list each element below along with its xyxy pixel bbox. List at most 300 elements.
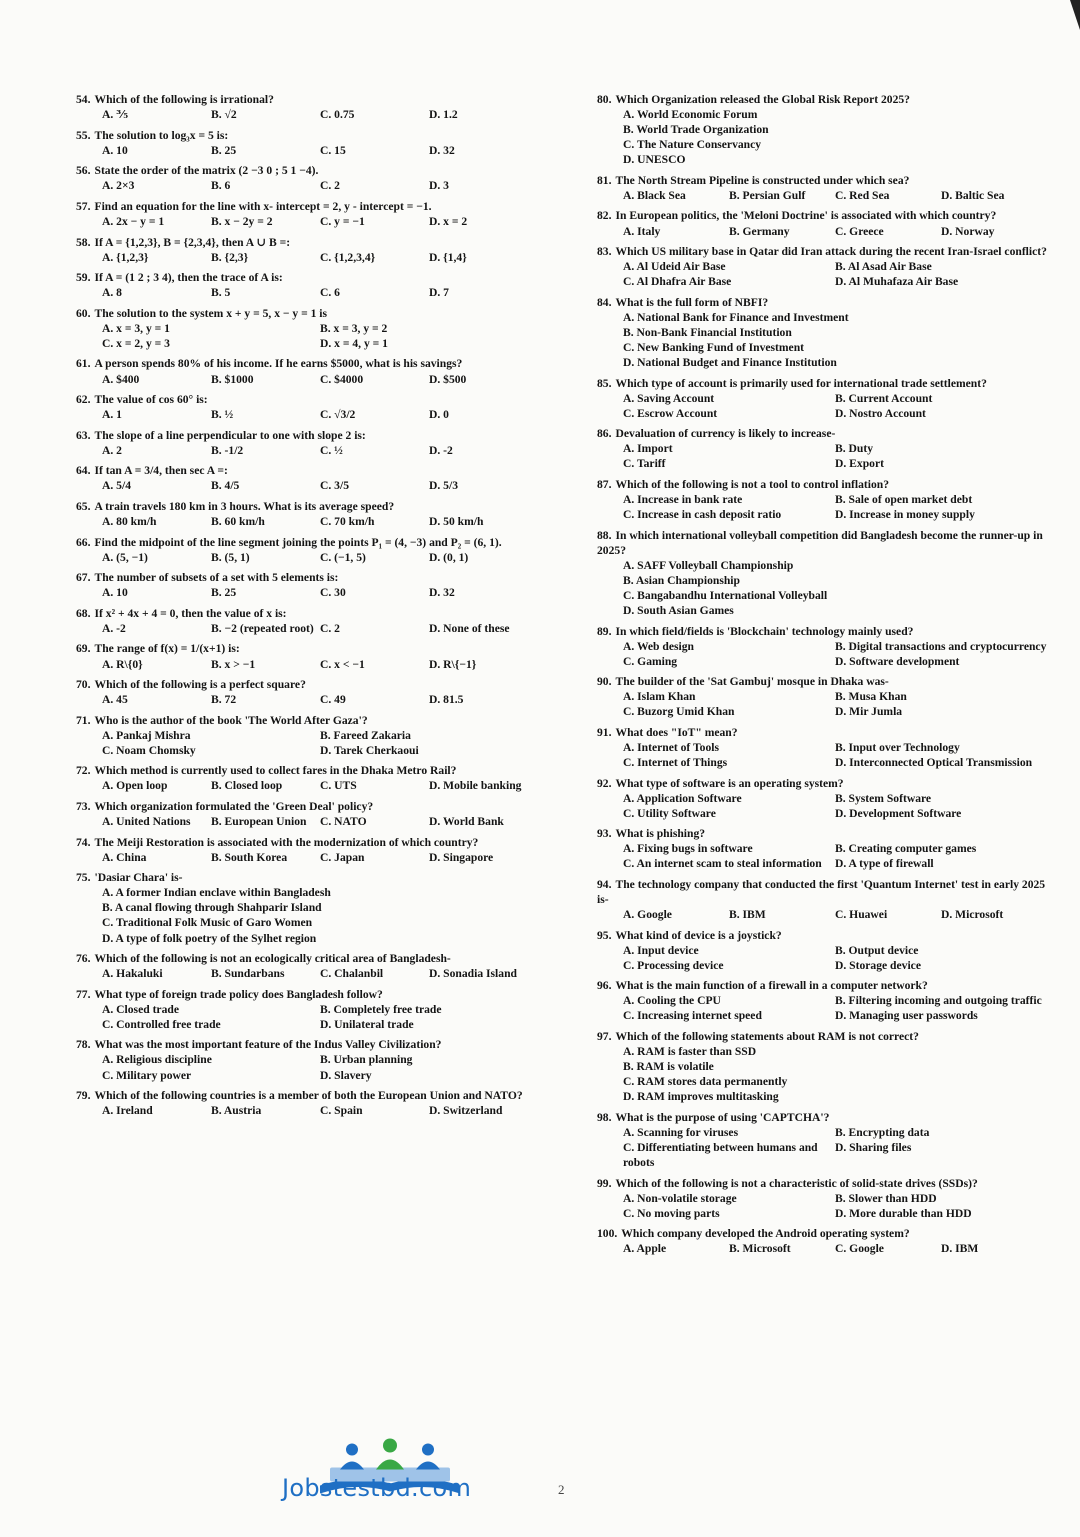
answer-options: [597, 107, 1047, 167]
question-text: Which US military base in Qatar did Iran attack during the recent Iran-Israel conflict?: [615, 245, 1047, 259]
question-stem: [76, 270, 538, 285]
answer-option: A. (5, −1): [102, 550, 148, 564]
question-number: 81.: [597, 173, 612, 187]
question-83: [597, 244, 1047, 289]
answer-option: D. Interconnected Optical Transmission: [835, 756, 1033, 769]
answer-option: D. 81.5: [429, 693, 464, 707]
question-text: In European politics, the 'Meloni Doctrine' is associated with which country?: [615, 209, 997, 223]
answer-options: [76, 1103, 538, 1118]
answer-options: [76, 885, 538, 945]
answer-option: D. Slavery: [320, 1068, 372, 1082]
question-number: 60.: [76, 306, 91, 320]
answer-option: C. Controlled free trade: [102, 1017, 221, 1031]
answer-option: C. New Banking Fund of Investment: [623, 340, 805, 354]
question-stem: [597, 426, 1047, 441]
answer-option: B. RAM is volatile: [623, 1060, 714, 1074]
question-number: 90.: [597, 675, 612, 689]
question-stem: [597, 826, 1047, 841]
answer-option: B. Musa Khan: [835, 690, 907, 704]
answer-option: A. 45: [102, 693, 128, 707]
answer-option: C. Spain: [320, 1104, 363, 1118]
question-text: If A = (1 2 ; 3 4), then the trace of A is:: [94, 271, 283, 285]
question-stem: [76, 306, 538, 321]
question-number: 63.: [76, 428, 91, 442]
question-number: 100.: [597, 1227, 618, 1241]
answer-option: D. Managing user passwords: [835, 1009, 978, 1023]
answer-option: B. Slower than HDD: [835, 1191, 937, 1205]
answer-option: B. 72: [211, 693, 237, 707]
question-number: 83.: [597, 245, 612, 259]
question-stem: [76, 1037, 538, 1052]
question-text: What kind of device is a joystick?: [615, 928, 782, 942]
answer-options: [597, 1241, 1047, 1256]
answer-option: D. Switzerland: [429, 1104, 503, 1118]
answer-option: A. Open loop: [102, 779, 168, 793]
question-96: [597, 978, 1047, 1023]
question-text: The value of cos 60° is:: [94, 393, 208, 407]
question-82: [597, 208, 1047, 238]
answer-option: B. Urban planning: [320, 1053, 413, 1067]
question-number: 70.: [76, 678, 91, 692]
answer-options: [76, 728, 538, 758]
answer-options: [597, 259, 1047, 289]
answer-option: D. Unilateral trade: [320, 1017, 414, 1031]
question-stem: [76, 606, 538, 621]
question-text: What is the full form of NBFI?: [615, 295, 769, 309]
question-70: [76, 677, 538, 707]
question-84: [597, 295, 1047, 370]
answer-options: [597, 558, 1047, 618]
answer-option: C. Buzorg Umid Khan: [623, 705, 735, 719]
question-number: 65.: [76, 499, 91, 513]
answer-option: C. $4000: [320, 372, 364, 386]
answer-option: C. Noam Chomsky: [102, 743, 196, 757]
answer-option: A. Pankaj Mishra: [102, 728, 191, 742]
question-88: [597, 528, 1047, 618]
question-67: [76, 570, 538, 600]
answer-option: B. Input over Technology: [835, 740, 960, 754]
answer-option: B. 6: [211, 179, 231, 193]
question-text: Which of the following is a perfect square?: [94, 678, 306, 692]
answer-option: B. ½: [211, 408, 234, 422]
answer-option: B. 5: [211, 286, 231, 300]
question-text: Which of the following is not an ecologically critical area of Bangladesh-: [94, 952, 451, 966]
question-68: [76, 606, 538, 636]
question-number: 54.: [76, 93, 91, 106]
answer-option: A. Cooling the CPU: [623, 994, 721, 1008]
question-text: A train travels 180 km in 3 hours. What is its average speed?: [94, 499, 395, 513]
answer-option: D. Tarek Cherkaoui: [320, 743, 419, 757]
answer-options: [76, 778, 538, 793]
answer-option: D. Mir Jumla: [835, 705, 903, 719]
answer-option: B. 4/5: [211, 479, 240, 493]
answer-options: [76, 250, 538, 265]
answer-options: [597, 907, 1047, 922]
question-stem: [597, 725, 1047, 740]
answer-option: C. Gaming: [623, 654, 678, 668]
question-stem: [597, 295, 1047, 310]
answer-options: [76, 814, 538, 829]
answer-options: [76, 966, 538, 981]
question-stem: [76, 763, 538, 778]
question-text: The solution to the system x + y = 5, x − y = 1 is: [94, 306, 328, 320]
question-text: A person spends 80% of his income. If he earns $5000, what is his savings?: [94, 357, 463, 371]
question-55: [76, 128, 538, 158]
question-stem: [597, 244, 1047, 259]
answer-option: C. No moving parts: [623, 1206, 720, 1220]
answer-option: C. y = −1: [320, 214, 365, 228]
answer-option: B. Digital transactions and cryptocurrency: [835, 639, 1047, 653]
answer-option: A. Non-volatile storage: [623, 1191, 737, 1205]
answer-options: [76, 657, 538, 672]
answer-options: [597, 1044, 1047, 1104]
answer-option: D. Al Muhafaza Air Base: [835, 275, 959, 289]
question-56: [76, 163, 538, 193]
answer-option: D. Microsoft: [941, 908, 1004, 922]
question-text: In which field/fields is 'Blockchain' technology mainly used?: [615, 624, 914, 638]
answer-option: A. A former Indian enclave within Bangladesh: [102, 886, 331, 900]
question-number: 89.: [597, 624, 612, 638]
question-66: [76, 535, 538, 565]
answer-option: D. 1.2: [429, 108, 458, 122]
answer-option: C. Huawei: [835, 908, 888, 922]
answer-option: D. 32: [429, 143, 455, 157]
answer-option: B. Encrypting data: [835, 1125, 930, 1139]
answer-option: D. Development Software: [835, 806, 962, 820]
answer-option: B. Current Account: [835, 391, 933, 405]
answer-option: C. UTS: [320, 779, 357, 793]
question-57: [76, 199, 538, 229]
answer-option: D. Export: [835, 457, 884, 471]
answer-options: [76, 407, 538, 422]
question-stem: [76, 463, 538, 478]
answer-option: A. 10: [102, 143, 128, 157]
site-name[interactable]: Jobstestbd.com: [282, 1474, 472, 1502]
answer-option: D. -2: [429, 443, 453, 457]
question-stem: [597, 877, 1047, 907]
question-stem: [76, 199, 538, 214]
question-stem: [76, 677, 538, 692]
answer-option: C. 30: [320, 586, 346, 600]
answer-option: C. 49: [320, 693, 346, 707]
question-63: [76, 428, 538, 458]
question-61: [76, 356, 538, 386]
answer-option: C. Bangabandhu International Volleyball: [623, 588, 828, 602]
question-stem: [597, 477, 1047, 492]
answer-options: [597, 791, 1047, 821]
answer-options: [76, 214, 538, 229]
answer-option: A. ⅗: [102, 108, 129, 122]
answer-option: C. Differentiating between humans and robots: [623, 1140, 818, 1169]
page-number: 2: [558, 1482, 565, 1497]
answer-option: D. 7: [429, 286, 449, 300]
question-number: 58.: [76, 235, 91, 249]
question-72: [76, 763, 538, 793]
answer-option: B. Completely free trade: [320, 1002, 442, 1016]
answer-options: [76, 585, 538, 600]
answer-option: C. 6: [320, 286, 340, 300]
answer-option: D. A type of folk poetry of the Sylhet region: [102, 931, 317, 945]
answer-options: [597, 224, 1047, 239]
left-column: [76, 92, 538, 1124]
answer-options: [76, 285, 538, 300]
question-number: 78.: [76, 1038, 91, 1052]
answer-option: D. Sonadia Island: [429, 967, 517, 981]
answer-option: D. (0, 1): [429, 550, 469, 564]
answer-option: C. Red Sea: [835, 188, 890, 202]
answer-option: C. {1,2,3,4}: [320, 250, 376, 264]
question-text: What is phishing?: [615, 827, 706, 841]
question-69: [76, 641, 538, 671]
answer-option: A. 5/4: [102, 479, 131, 493]
question-stem: [76, 235, 538, 250]
question-89: [597, 624, 1047, 669]
answer-option: C. RAM stores data permanently: [623, 1075, 788, 1089]
question-number: 99.: [597, 1176, 612, 1190]
question-stem: [597, 208, 1047, 223]
answer-option: A. $400: [102, 372, 140, 386]
answer-option: B. European Union: [211, 815, 307, 829]
answer-option: A. National Bank for Finance and Investment: [623, 310, 849, 324]
answer-option: B. Creating computer games: [835, 842, 977, 856]
answer-options: [597, 441, 1047, 471]
answer-option: A. Web design: [623, 639, 694, 653]
question-stem: [597, 928, 1047, 943]
answer-option: B. Persian Gulf: [729, 188, 806, 202]
answer-option: A. {1,2,3}: [102, 250, 149, 264]
answer-option: C. NATO: [320, 815, 367, 829]
question-stem: [76, 1088, 538, 1103]
answer-option: C. Increase in cash deposit ratio: [623, 508, 782, 522]
answer-option: D. More durable than HDD: [835, 1206, 972, 1220]
answer-option: C. x < −1: [320, 657, 365, 671]
answer-options: [597, 391, 1047, 421]
question-number: 56.: [76, 164, 91, 178]
answer-option: B. 25: [211, 143, 237, 157]
answer-option: D. $500: [429, 372, 467, 386]
question-number: 68.: [76, 606, 91, 620]
answer-option: B. Non-Bank Financial Institution: [623, 325, 792, 339]
answer-option: A. Saving Account: [623, 391, 715, 405]
answer-option: D. Software development: [835, 654, 960, 668]
answer-options: [597, 639, 1047, 669]
question-number: 67.: [76, 571, 91, 585]
answer-option: C. Google: [835, 1242, 884, 1256]
question-text: Which of the following statements about RAM is not correct?: [615, 1030, 919, 1043]
answer-options: [76, 443, 538, 458]
question-stem: [597, 1226, 1047, 1241]
answer-option: A. x = 3, y = 1: [102, 321, 170, 335]
answer-option: C. Utility Software: [623, 806, 716, 820]
answer-options: [597, 188, 1047, 203]
answer-option: A. Hakaluki: [102, 967, 163, 981]
answer-options: [76, 107, 538, 122]
answer-option: D. 0: [429, 408, 449, 422]
answer-options: [597, 993, 1047, 1023]
answer-options: [597, 689, 1047, 719]
question-stem: [76, 870, 538, 885]
question-number: 91.: [597, 725, 612, 739]
question-text: Find an equation for the line with x- intercept = 2, y - intercept = −1.: [94, 199, 432, 213]
answer-option: A. R\{0}: [102, 657, 143, 671]
answer-option: D. None of these: [429, 621, 510, 635]
scan-edge-mark: [1070, 0, 1080, 30]
question-93: [597, 826, 1047, 871]
question-79: [76, 1088, 538, 1118]
question-text: Which of the following countries is a member of both the European Union and NATO?: [94, 1089, 523, 1103]
question-number: 82.: [597, 209, 612, 223]
question-stem: [597, 173, 1047, 188]
answer-options: [76, 178, 538, 193]
question-text: In which international volleyball competition did Bangladesh become the runner-up in 2025?: [597, 528, 1043, 557]
question-62: [76, 392, 538, 422]
answer-option: A. World Economic Forum: [623, 108, 758, 122]
question-text: Which organization formulated the 'Green Deal' policy?: [94, 800, 374, 813]
answer-option: B. IBM: [729, 908, 766, 922]
answer-option: A. Black Sea: [623, 188, 686, 202]
question-text: What was the most important feature of the Indus Valley Civilization?: [94, 1038, 442, 1052]
question-stem: [597, 978, 1047, 993]
question-number: 55.: [76, 128, 91, 142]
question-number: 57.: [76, 199, 91, 213]
question-text: 'Dasiar Chara' is-: [94, 871, 183, 885]
question-77: [76, 987, 538, 1032]
answer-option: B. South Korea: [211, 850, 288, 864]
question-text: If A = {1,2,3}, B = {2,3,4}, then A ∪ B =:: [94, 235, 291, 249]
question-number: 80.: [597, 93, 612, 106]
answer-options: [597, 1191, 1047, 1221]
question-stem: [76, 356, 538, 371]
question-text: Which type of account is primarily used for international trade settlement?: [615, 376, 987, 390]
answer-option: A. 8: [102, 286, 122, 300]
answer-options: [76, 514, 538, 529]
question-number: 66.: [76, 535, 91, 549]
question-stem: [597, 1029, 1047, 1044]
question-stem: [76, 987, 538, 1002]
question-number: 84.: [597, 295, 612, 309]
answer-options: [76, 143, 538, 158]
question-stem: [597, 528, 1047, 558]
answer-option: D. Nostro Account: [835, 406, 926, 420]
answer-option: B. x − 2y = 2: [211, 214, 273, 228]
question-text: If x² + 4x + 4 = 0, then the value of x is:: [94, 606, 287, 620]
answer-option: D. National Budget and Finance Institution: [623, 356, 837, 369]
question-text: Which method is currently used to collect fares in the Dhaka Metro Rail?: [94, 764, 457, 778]
question-number: 86.: [597, 427, 612, 441]
answer-option: D. IBM: [941, 1242, 979, 1256]
answer-option: D. R\{−1}: [429, 657, 477, 671]
answer-options: [597, 310, 1047, 370]
answer-option: B. Output device: [835, 943, 919, 957]
question-99: [597, 1176, 1047, 1221]
question-number: 85.: [597, 376, 612, 390]
question-text: Devaluation of currency is likely to increase-: [615, 427, 836, 441]
answer-option: D. Mobile banking: [429, 779, 522, 793]
answer-option: A. Import: [623, 442, 673, 456]
answer-option: A. Input device: [623, 943, 699, 957]
answer-option: D. 3: [429, 179, 449, 193]
answer-option: D. Norway: [941, 224, 995, 238]
answer-option: C. Internet of Things: [623, 756, 728, 769]
answer-option: C. Japan: [320, 850, 365, 864]
answer-options: [76, 1002, 538, 1032]
question-number: 88.: [597, 528, 612, 542]
question-stem: [597, 624, 1047, 639]
answer-option: C. An internet scam to steal information: [623, 857, 822, 871]
answer-option: C. 3/5: [320, 479, 349, 493]
answer-option: C. Al Dhafra Air Base: [623, 275, 732, 289]
question-number: 77.: [76, 987, 91, 1001]
question-number: 62.: [76, 393, 91, 407]
answer-option: B. x > −1: [211, 657, 256, 671]
question-stem: [76, 570, 538, 585]
answer-option: D. {1,4}: [429, 250, 467, 264]
question-60: [76, 306, 538, 351]
answer-options: [76, 321, 538, 351]
question-stem: [76, 641, 538, 656]
answer-option: C. Processing device: [623, 958, 724, 972]
question-text: The slope of a line perpendicular to one with slope 2 is:: [94, 428, 366, 442]
answer-option: C. Traditional Folk Music of Garo Women: [102, 916, 313, 930]
question-text: The technology company that conducted the first 'Quantum Internet' test in early 2025 is-: [597, 877, 1046, 906]
question-text: The range of f(x) = 1/(x+1) is:: [94, 642, 240, 656]
answer-option: C. Greece: [835, 224, 884, 238]
answer-option: A. Scanning for viruses: [623, 1125, 739, 1139]
answer-option: B. Filtering incoming and outgoing traffic: [835, 994, 1042, 1008]
question-number: 71.: [76, 713, 91, 727]
question-58: [76, 235, 538, 265]
question-number: 94.: [597, 877, 612, 891]
question-text: Find the midpoint of the line segment joining the points P₁ = (4, −3) and P₂ = (6, 1).: [94, 535, 502, 549]
answer-option: B. A canal flowing through Shahparir Island: [102, 901, 322, 915]
question-92: [597, 776, 1047, 821]
answer-option: C. x = 2, y = 3: [102, 336, 170, 350]
right-column: [597, 92, 1047, 1262]
answer-option: B. 25: [211, 586, 237, 600]
answer-option: B. −2 (repeated root): [211, 621, 314, 635]
question-65: [76, 499, 538, 529]
question-stem: [597, 674, 1047, 689]
question-number: 98.: [597, 1110, 612, 1124]
answer-option: B. Al Asad Air Base: [835, 260, 932, 274]
answer-option: B. Germany: [729, 224, 790, 238]
answer-option: A. -2: [102, 621, 126, 635]
answer-option: B. System Software: [835, 791, 932, 805]
question-95: [597, 928, 1047, 973]
question-number: 69.: [76, 642, 91, 656]
answer-options: [597, 1125, 1047, 1170]
question-stem: [76, 799, 538, 814]
answer-option: A. Increase in bank rate: [623, 493, 743, 506]
question-74: [76, 835, 538, 865]
answer-options: [76, 850, 538, 865]
answer-options: [76, 692, 538, 707]
question-text: Who is the author of the book 'The World After Gaza'?: [94, 713, 368, 727]
question-stem: [76, 499, 538, 514]
answer-option: B. x = 3, y = 2: [320, 321, 388, 335]
question-text: Which company developed the Android operating system?: [621, 1227, 910, 1241]
question-stem: [76, 163, 538, 178]
answer-option: D. RAM improves multitasking: [623, 1090, 779, 1104]
answer-option: A. Religious discipline: [102, 1053, 212, 1067]
question-text: Which Organization released the Global Risk Report 2025?: [615, 93, 910, 106]
answer-option: C. 15: [320, 143, 346, 157]
answer-option: A. Islam Khan: [623, 690, 696, 704]
answer-option: A. 2: [102, 443, 122, 457]
question-stem: [597, 1110, 1047, 1125]
question-text: If tan A = 3/4, then sec A =:: [94, 464, 228, 478]
question-stem: [597, 776, 1047, 791]
